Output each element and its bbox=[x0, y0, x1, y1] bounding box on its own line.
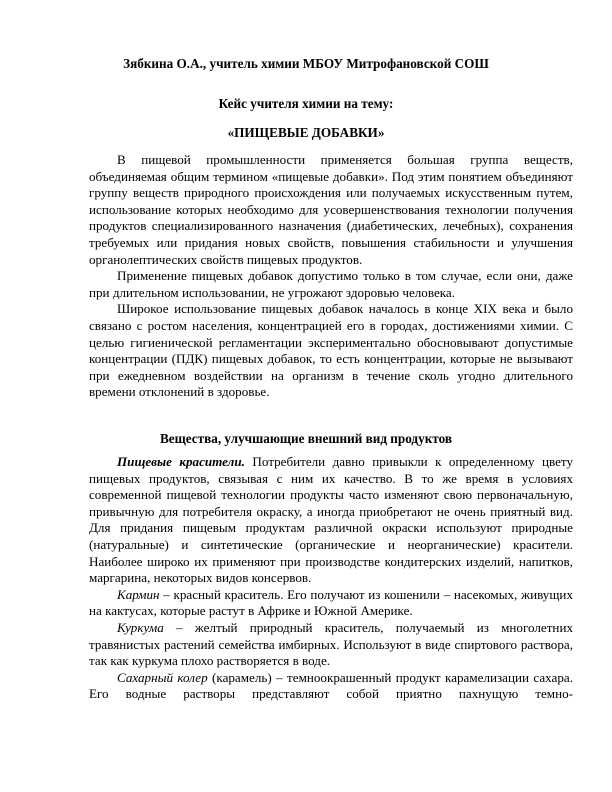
dyes-text: Потребители давно привыкли к определенному цвету пищевых продуктов, связывая с ним их качество. В то же время в условиях современной пищевой технологии продукты часто изменяют свою первоначальную, привычную для потребителя окраску, а иногда приобретают не очень приятный вид. Для придания пищевым продуктам различной окраски используют природные (натуральные) и синтетические (органические и неорганические) красители. Наиболее широко их применяют при производстве кондитерских изделий, напитков, маргарина, некоторых видов консервов. bbox=[89, 454, 573, 586]
caramel-text: (карамель) – темноокрашенный продукт карамелизации сахара. Его водные растворы представляют собой приятно пахнущую темно- bbox=[89, 669, 573, 702]
case-title: Кейс учителя химии на тему: bbox=[218, 96, 394, 111]
turmeric-text: – желтый природный краситель, получаемый из многолетних травянистых растений семейства имбирных. Используют в виде спиртового раствора, так как куркума плохо растворяется в воде. bbox=[89, 619, 573, 669]
turmeric-paragraph bbox=[89, 620, 573, 670]
caramel-paragraph bbox=[89, 670, 573, 703]
caramel-term: Сахарный колер bbox=[117, 669, 208, 685]
carmine-term: Кармин bbox=[117, 586, 160, 602]
turmeric-term: Куркума bbox=[117, 619, 164, 635]
intro-block bbox=[89, 152, 573, 401]
author-line: Зябкина О.А., учитель химии МБОУ Митрофановской СОШ bbox=[123, 56, 489, 71]
intro-paragraph-3: Широкое использование пищевых добавок началось в конце XIX века и было связано с ростом населения, концентрацией его в городах, достижениями химии. С целью гигиенической регламентации экспериментально обосновывают допустимые концентрации (ПДК) пищевых добавок, то есть концентрации, которые не вызывают при ежедневном воздействии на организм в течение сколь угодно длительного времени отклонений в здоровье. bbox=[89, 301, 573, 400]
carmine-paragraph bbox=[89, 587, 573, 620]
carmine-text: – красный краситель. Его получают из кошенили – насекомых, живущих на кактусах, которые растут в Африке и Южной Америке. bbox=[89, 586, 573, 619]
section-title: Вещества, улучшающие внешний вид продуктов bbox=[159, 431, 452, 446]
intro-paragraph-2: Применение пищевых добавок допустимо только в том случае, если они, даже при длительном использовании, не угрожают здоровью человека. bbox=[89, 268, 573, 300]
dyes-term: Пищевые красители. bbox=[117, 454, 245, 469]
section-block bbox=[89, 454, 573, 703]
dyes-paragraph bbox=[89, 454, 573, 587]
topic-title: «ПИЩЕВЫЕ ДОБАВКИ» bbox=[227, 125, 385, 140]
intro-paragraph-1: В пищевой промышленности применяется большая группа веществ, объединяемая общим термином «пищевые добавки». Под этим понятием объединяют группу веществ природного происхождения или получаемых искусственным путем, использование которых необходимо для усовершенствования технологии получения продуктов специализированного назначения (диабетических, лечебных), сохранения требуемых или придания новых свойств, повышения стабильности и улучшения органолептических свойств пищевых продуктов. bbox=[89, 152, 573, 267]
